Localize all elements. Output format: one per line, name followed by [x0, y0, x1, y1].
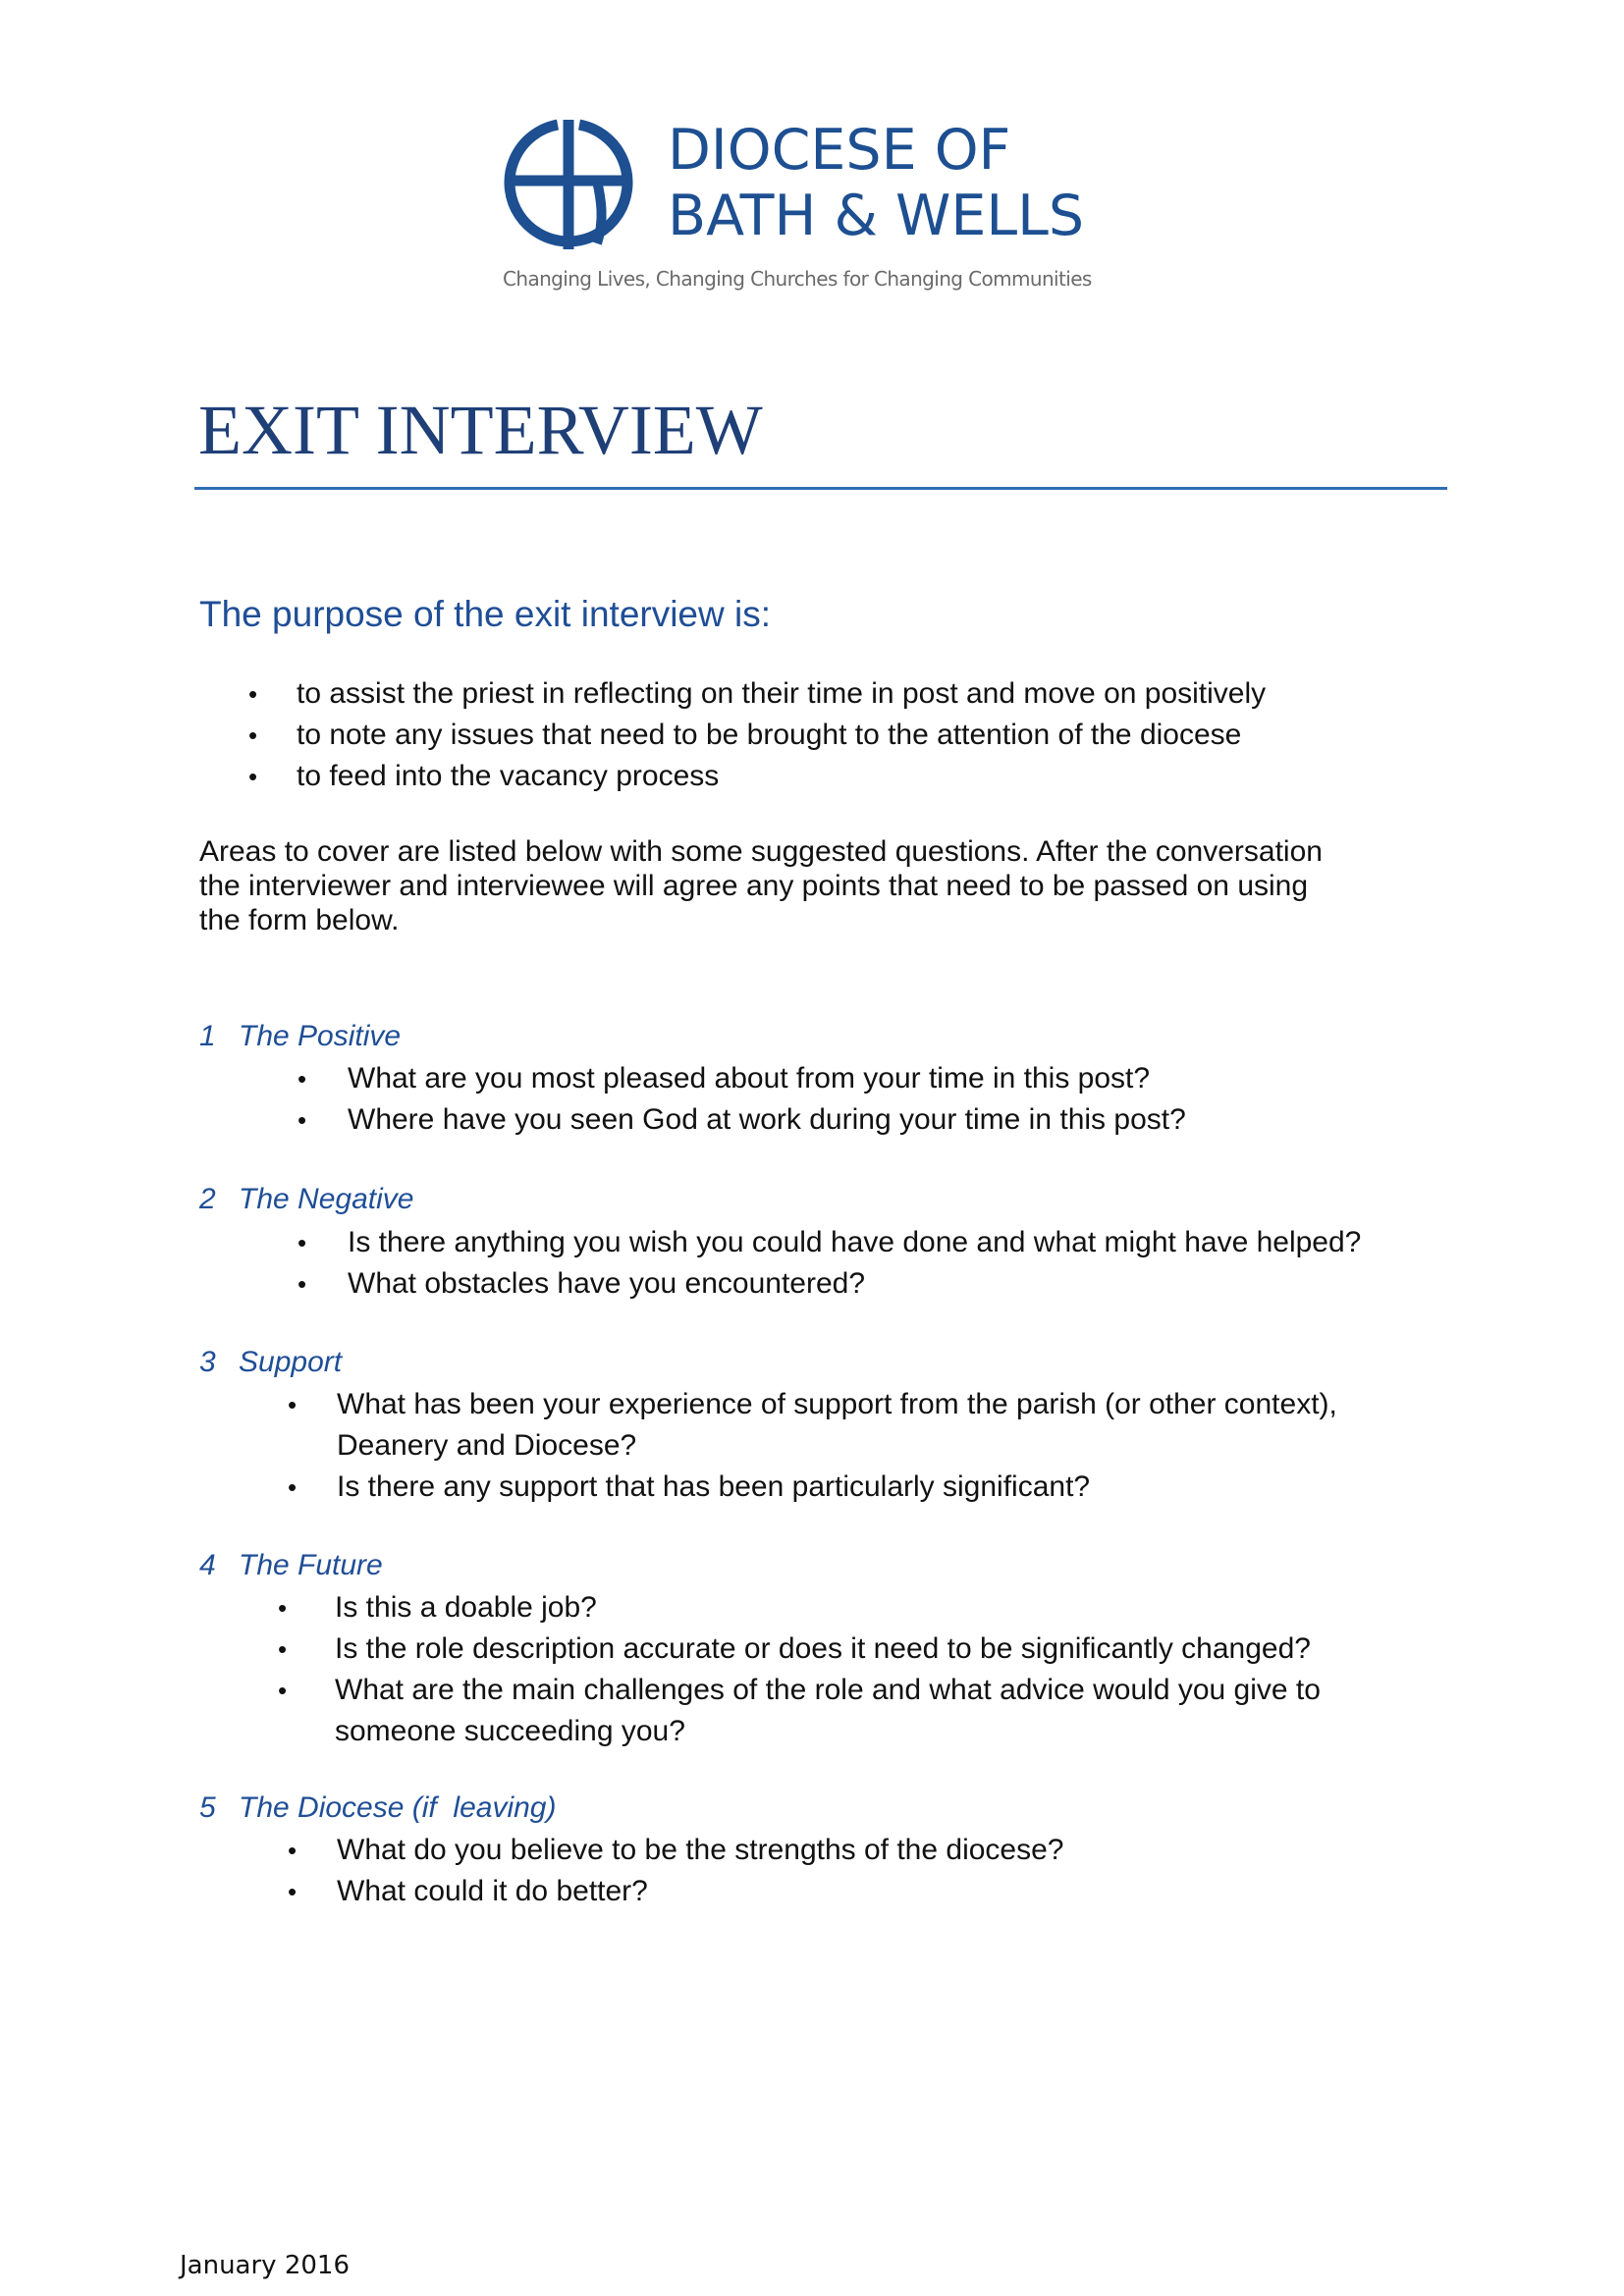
list-item [0, 1384, 1337, 1467]
section-heading-future [199, 1546, 383, 1585]
intro-paragraph [199, 834, 1397, 937]
footer-date: January 2016 [180, 2251, 350, 2280]
question-text: What has been your experience of support from the parish (or other context), [337, 1388, 1337, 1420]
section-question-list [0, 1222, 1361, 1305]
bullet-icon: • [298, 1269, 307, 1299]
list-item [0, 1670, 1321, 1752]
question-text: Where have you seen God at work during your time in this post? [348, 1103, 1186, 1136]
section-title: Support [239, 1346, 343, 1378]
purpose-list [0, 673, 1266, 797]
bullet-icon: • [298, 1064, 307, 1094]
question-text-continued: Deanery and Diocese? [337, 1429, 637, 1462]
list-item [0, 1099, 1186, 1141]
question-text: What obstacles have you encountered? [348, 1267, 866, 1300]
section-title: The Positive [239, 1020, 402, 1052]
section-title: The Diocese (if leaving) [239, 1791, 557, 1824]
section-question-list [0, 1587, 1321, 1752]
list-item-text: to feed into the vacancy process [297, 760, 720, 792]
section-heading-diocese [199, 1789, 556, 1828]
bullet-icon: • [298, 1228, 307, 1257]
question-text: What do you believe to be the strengths of the diocese? [337, 1834, 1064, 1866]
list-item [0, 1058, 1186, 1099]
title-divider [194, 487, 1447, 490]
section-heading-positive [199, 1017, 401, 1056]
question-text: Is there anything you wish you could have done and what might have helped? [348, 1226, 1362, 1258]
list-item [0, 1830, 1063, 1871]
section-heading-support [199, 1343, 342, 1382]
page-title: EXIT INTERVIEW [198, 391, 763, 469]
list-item [0, 1629, 1321, 1670]
section-question-list [0, 1058, 1186, 1141]
section-number: 2 [199, 1183, 216, 1215]
section-number: 4 [199, 1549, 216, 1581]
intro-line: Areas to cover are listed below with some suggested questions. After the conversation [199, 835, 1323, 868]
question-text: Is there any support that has been particularly significant? [337, 1470, 1091, 1503]
question-text: What could it do better? [337, 1875, 648, 1907]
bullet-icon: • [248, 679, 258, 709]
section-number: 1 [199, 1020, 216, 1052]
list-item [0, 1587, 1321, 1629]
question-text: What are the main challenges of the role and what advice would you give to [335, 1674, 1321, 1706]
question-text: Is the role description accurate or does it need to be significantly changed? [335, 1632, 1311, 1665]
logo-text-line2: BATH & WELLS [668, 184, 1085, 248]
list-item-text: to note any issues that need to be brought to the attention of the diocese [297, 719, 1242, 751]
cross-in-circle-icon [503, 118, 634, 251]
bullet-icon: • [278, 1634, 288, 1664]
section-number: 5 [199, 1791, 216, 1824]
intro-line: the form below. [199, 904, 400, 936]
list-item [0, 715, 1266, 756]
section-question-list [0, 1830, 1063, 1912]
question-text: Is this a doable job? [335, 1591, 597, 1624]
bullet-icon: • [298, 1105, 307, 1135]
diocese-logo [503, 116, 1102, 302]
logo-text-line1: DIOCESE OF [668, 118, 1011, 183]
list-item [0, 1222, 1361, 1263]
bullet-icon: • [288, 1836, 298, 1865]
bullet-icon: • [278, 1593, 288, 1623]
purpose-heading: The purpose of the exit interview is: [199, 594, 772, 634]
list-item [0, 673, 1266, 715]
question-text: What are you most pleased about from your time in this post? [348, 1062, 1151, 1095]
section-question-list [0, 1384, 1337, 1508]
section-title: The Negative [239, 1183, 414, 1215]
bullet-icon: • [248, 762, 258, 791]
list-item [0, 1871, 1063, 1912]
section-heading-negative [199, 1180, 413, 1219]
question-text-continued: someone succeeding you? [335, 1715, 685, 1747]
intro-line: the interviewer and interviewee will agree any points that need to be passed on using [199, 870, 1309, 902]
bullet-icon: • [288, 1877, 298, 1906]
list-item [0, 1467, 1337, 1508]
logo-tagline: Changing Lives, Changing Churches for Changing Communities [503, 267, 1092, 291]
section-number: 3 [199, 1346, 216, 1378]
bullet-icon: • [288, 1390, 298, 1419]
section-title: The Future [239, 1549, 383, 1581]
list-item [0, 756, 1266, 797]
bullet-icon: • [278, 1676, 288, 1705]
bullet-icon: • [248, 721, 258, 750]
list-item-text: to assist the priest in reflecting on their time in post and move on positively [297, 677, 1267, 710]
list-item [0, 1263, 1361, 1305]
bullet-icon: • [288, 1472, 298, 1502]
